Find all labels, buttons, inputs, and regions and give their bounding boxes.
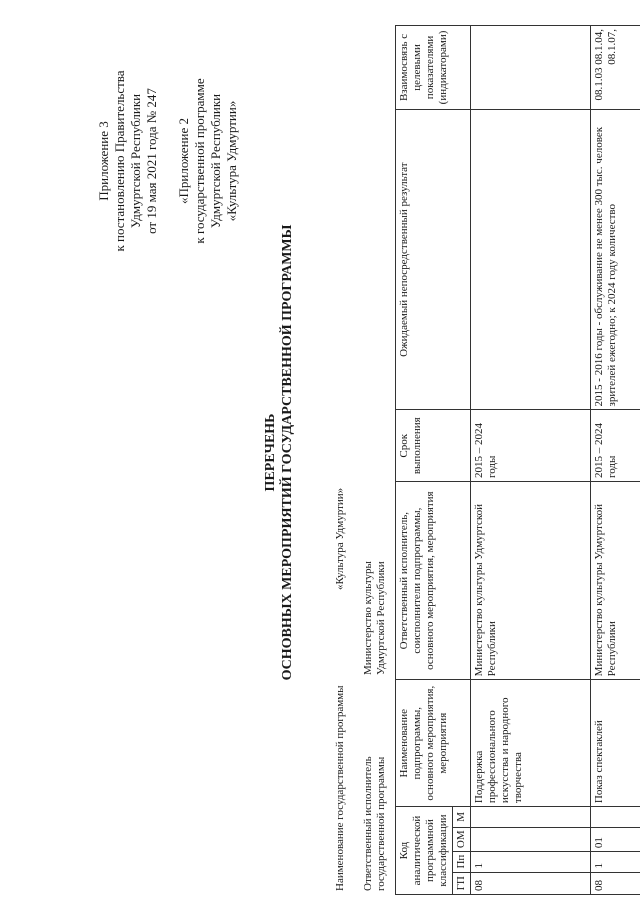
cell-link: 08.1.03 08.1.04, 08.1.07, (591, 26, 640, 110)
appendix-2-line4: «Культура Удмуртии» (224, 100, 239, 222)
cell-pp: 1 (591, 852, 640, 872)
appendix-3-header (96, 11, 160, 311)
cell-gp: 08 (591, 872, 640, 894)
cell-name: Показ спектаклей (591, 680, 640, 807)
executor-value (362, 375, 388, 675)
table-row (591, 26, 640, 895)
program-name-label: Наименование государственной программы (334, 685, 346, 891)
appendix-3-line1: Приложение 3 (96, 121, 111, 201)
title-line1: ПЕРЕЧЕНЬ (263, 413, 278, 492)
cell-om: 01 (591, 827, 640, 852)
program-name-value: «Культура Удмуртии» (334, 487, 346, 590)
cell-period: 2015 – 2024 годы (591, 410, 640, 482)
header-link: Взаимосвязь с целевыми показателями (индикаторами) (396, 26, 471, 110)
executor-label-line2: государственной программы (375, 756, 387, 891)
appendix-2-line2: к государственной программе (192, 78, 207, 244)
cell-pp: 1 (471, 852, 591, 872)
header-code: Код аналитической программной классификации (396, 807, 453, 895)
cell-gp: 08 (471, 872, 591, 894)
appendix-3-line3: Удмуртской Республики (128, 93, 143, 229)
cell-result: 2015 - 2016 годы - обслуживание не менее 300 тыс. человек зрителей ежегодно; к 2024 году количество (591, 109, 640, 410)
header-om: ОМ (453, 827, 471, 852)
cell-link (471, 26, 591, 110)
title-line2: ОСНОВНЫХ МЕРОПРИЯТИЙ ГОСУДАРСТВЕННОЙ ПРОГРАММЫ (280, 224, 295, 681)
header-executor: Ответственный исполнитель, соисполнители подпрограммы, основного мероприятия, мероприятия (396, 481, 471, 679)
header-period: Срок выполнения (396, 410, 471, 482)
document-title (262, 0, 296, 905)
appendix-2-header (176, 11, 240, 311)
table-row (471, 26, 591, 895)
appendix-3-line2: к постановлению Правительства (112, 70, 127, 252)
cell-om (471, 827, 591, 852)
executor-value-line2: Удмуртской Республики (375, 561, 387, 675)
header-gp: ГП (453, 872, 471, 894)
appendix-2-line3: Удмуртской Республики (208, 93, 223, 229)
cell-m (471, 807, 591, 827)
measures-table (395, 25, 640, 895)
executor-label (362, 651, 388, 891)
executor-label-line1: Ответственный исполнитель (362, 756, 374, 891)
appendix-2-line1: «Приложение 2 (176, 117, 191, 205)
executor-value-line1: Министерство культуры (362, 561, 374, 675)
header-result: Ожидаемый непосредственный результат (396, 109, 471, 410)
header-name: Наименование подпрограммы, основного мероприятия, мероприятия (396, 680, 471, 807)
table-header-row (396, 26, 453, 895)
cell-period: 2015 – 2024 годы (471, 410, 591, 482)
cell-m (591, 807, 640, 827)
header-m: М (453, 807, 471, 827)
header-pp: Пп (453, 852, 471, 872)
cell-name: Поддержка профессионального искусства и народного творчества (471, 680, 591, 807)
cell-executor: Министерство культуры Удмуртской Республики (591, 481, 640, 679)
cell-result (471, 109, 591, 410)
cell-executor: Министерство культуры Удмуртской Республики (471, 481, 591, 679)
appendix-3-line4: от 19 мая 2021 года № 247 (144, 88, 159, 234)
